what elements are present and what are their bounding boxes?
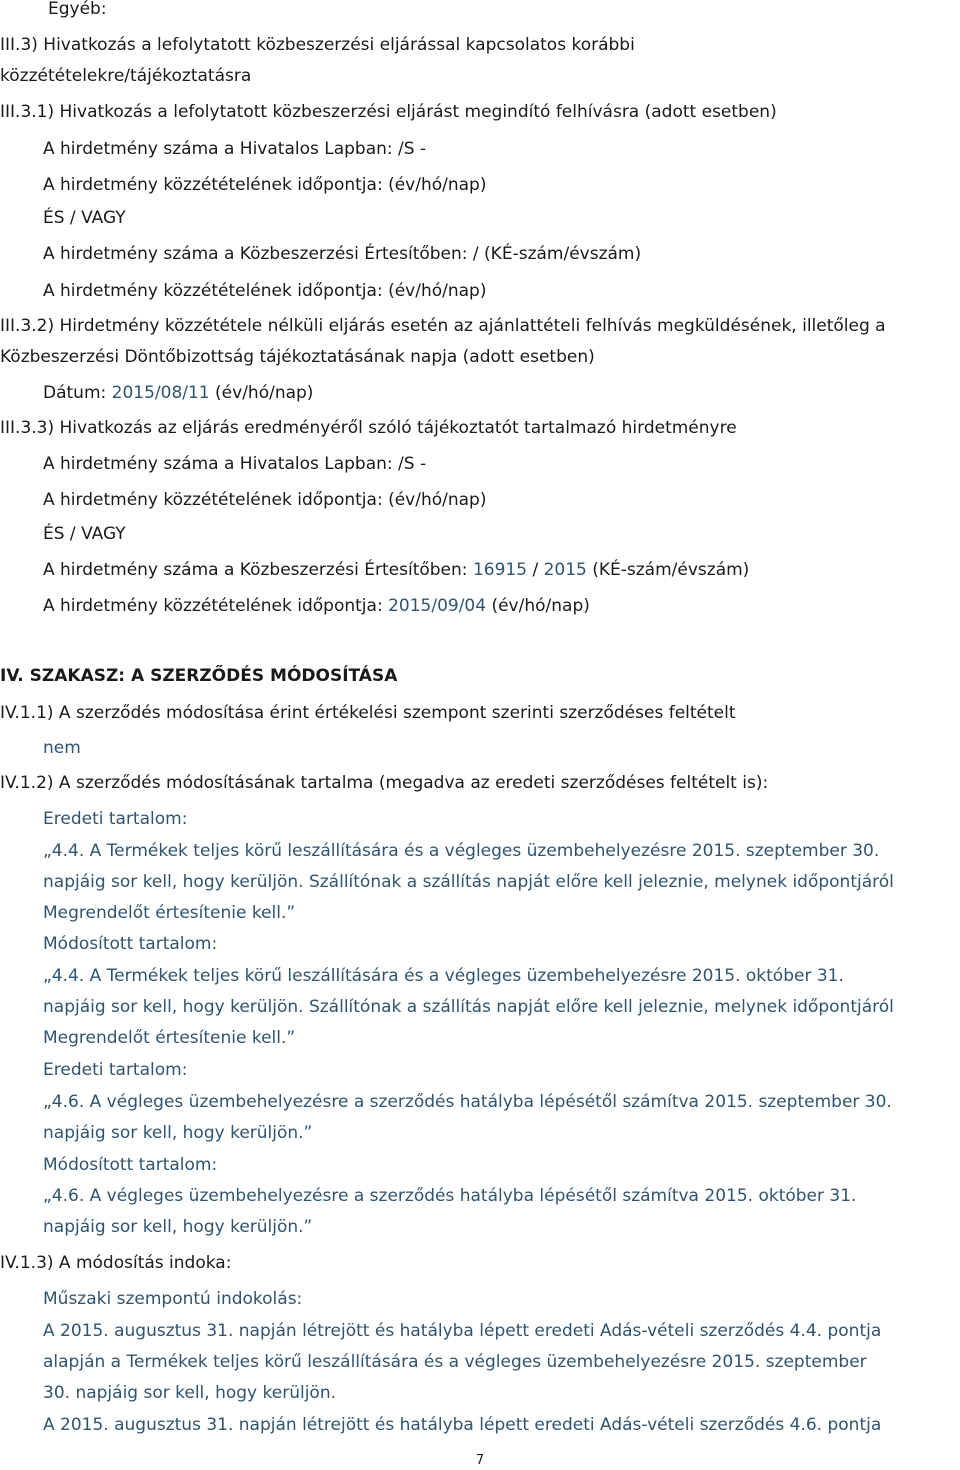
section-heading-cont: közzétételekre/tájékoztatásra — [0, 66, 252, 86]
date-value: 2015/08/11 — [111, 383, 210, 403]
section-title: IV. SZAKASZ: A SZERZŐDÉS MÓDOSÍTÁSA — [0, 666, 398, 686]
ke-date-format: (év/hó/nap) — [491, 596, 590, 616]
content-text: „4.4. A Termékek teljes körű leszállítására és a végleges üzembehelyezésre 2015. október 31. — [43, 966, 844, 986]
content-text: napjáig sor kell, hogy kerüljön.” — [43, 1123, 313, 1143]
top-line: Egyéb: — [48, 0, 107, 19]
ke-date-value: 2015/09/04 — [388, 596, 487, 616]
date-label: Dátum: — [43, 383, 107, 403]
content-label: Módosított tartalom: — [43, 934, 218, 954]
page-number: 7 — [475, 1453, 485, 1468]
ke-date-line: A hirdetmény közzétételének időpontja: (év/hó/nap) — [43, 281, 487, 301]
content-text: Megrendelőt értesítenie kell.” — [43, 903, 296, 923]
content-text: napjáig sor kell, hogy kerüljön. Szállítónak a szállítás napját előre kell jeleznie, melynek időpontjáról — [43, 997, 894, 1017]
content-text: napjáig sor kell, hogy kerüljön.” — [43, 1217, 313, 1237]
ke-number-value: 16915 — [472, 560, 528, 580]
content-label: Műszaki szempontú indokolás: — [43, 1289, 303, 1309]
oj-date-line: A hirdetmény közzétételének időpontja: (év/hó/nap) — [43, 490, 487, 510]
content-label: Eredeti tartalom: — [43, 1060, 188, 1080]
content-text: „4.6. A végleges üzembehelyezésre a szerződés hatályba lépésétől számítva 2015. szeptember 30. — [43, 1092, 892, 1112]
content-text: Megrendelőt értesítenie kell.” — [43, 1028, 296, 1048]
date-line — [43, 382, 313, 404]
question-line: IV.1.1) A szerződés módosítása érint értékelési szempont szerinti szerződéses feltételt — [0, 703, 736, 723]
subsection-heading: III.3.3) Hivatkozás az eljárás eredményéről szóló tájékoztatót tartalmazó hirdetményre — [0, 418, 737, 438]
oj-number-line: A hirdetmény száma a Hivatalos Lapban: /S - — [43, 454, 427, 474]
date-format: (év/hó/nap) — [215, 383, 314, 403]
content-label: Módosított tartalom: — [43, 1155, 218, 1175]
ke-separator: / — [532, 560, 539, 580]
ke-year-value: 2015 — [543, 560, 587, 580]
content-text: 30. napjáig sor kell, hogy kerüljön. — [43, 1383, 337, 1403]
section-heading: III.3) Hivatkozás a lefolytatott közbeszerzési eljárással kapcsolatos korábbi — [0, 35, 635, 55]
question-line: IV.1.3) A módosítás indoka: — [0, 1253, 232, 1273]
content-text: „4.6. A végleges üzembehelyezésre a szerződés hatályba lépésétől számítva 2015. október 31. — [43, 1186, 857, 1206]
subsection-heading: III.3.1) Hivatkozás a lefolytatott közbeszerzési eljárást megindító felhívásra (adott esetben) — [0, 102, 777, 122]
content-text: A 2015. augusztus 31. napján létrejött és hatályba lépett eredeti Adás-vételi szerződés 4.6. pontja — [43, 1415, 882, 1435]
subsection-heading: III.3.2) Hirdetmény közzététele nélküli eljárás esetén az ajánlattételi felhívás megküldésének, illetőleg a — [0, 316, 886, 336]
content-text: alapján a Termékek teljes körű leszállítására és a végleges üzembehelyezésre 2015. szeptember — [43, 1352, 867, 1372]
ke-number-line — [43, 559, 749, 581]
content-text: „4.4. A Termékek teljes körű leszállítására és a végleges üzembehelyezésre 2015. szeptember 30. — [43, 841, 880, 861]
content-text: napjáig sor kell, hogy kerüljön. Szállítónak a szállítás napját előre kell jeleznie, melynek időpontjáról — [43, 872, 894, 892]
and-or-line: ÉS / VAGY — [43, 208, 126, 228]
content-label: Eredeti tartalom: — [43, 809, 188, 829]
ke-date-line — [43, 595, 590, 617]
ke-label: A hirdetmény száma a Közbeszerzési Értesítőben: — [43, 560, 468, 580]
ke-format: (KÉ-szám/évszám) — [592, 560, 750, 580]
question-line: IV.1.2) A szerződés módosításának tartalma (megadva az eredeti szerződéses feltételt is): — [0, 773, 769, 793]
answer-value: nem — [43, 738, 81, 758]
oj-date-line: A hirdetmény közzétételének időpontja: (év/hó/nap) — [43, 175, 487, 195]
content-text: A 2015. augusztus 31. napján létrejött és hatályba lépett eredeti Adás-vételi szerződés 4.4. pontja — [43, 1321, 882, 1341]
oj-number-line: A hirdetmény száma a Hivatalos Lapban: /S - — [43, 139, 427, 159]
and-or-line: ÉS / VAGY — [43, 524, 126, 544]
subsection-heading-cont: Közbeszerzési Döntőbizottság tájékoztatásának napja (adott esetben) — [0, 347, 595, 367]
ke-number-line: A hirdetmény száma a Közbeszerzési Értesítőben: / (KÉ-szám/évszám) — [43, 244, 642, 264]
ke-date-label: A hirdetmény közzétételének időpontja: — [43, 596, 383, 616]
